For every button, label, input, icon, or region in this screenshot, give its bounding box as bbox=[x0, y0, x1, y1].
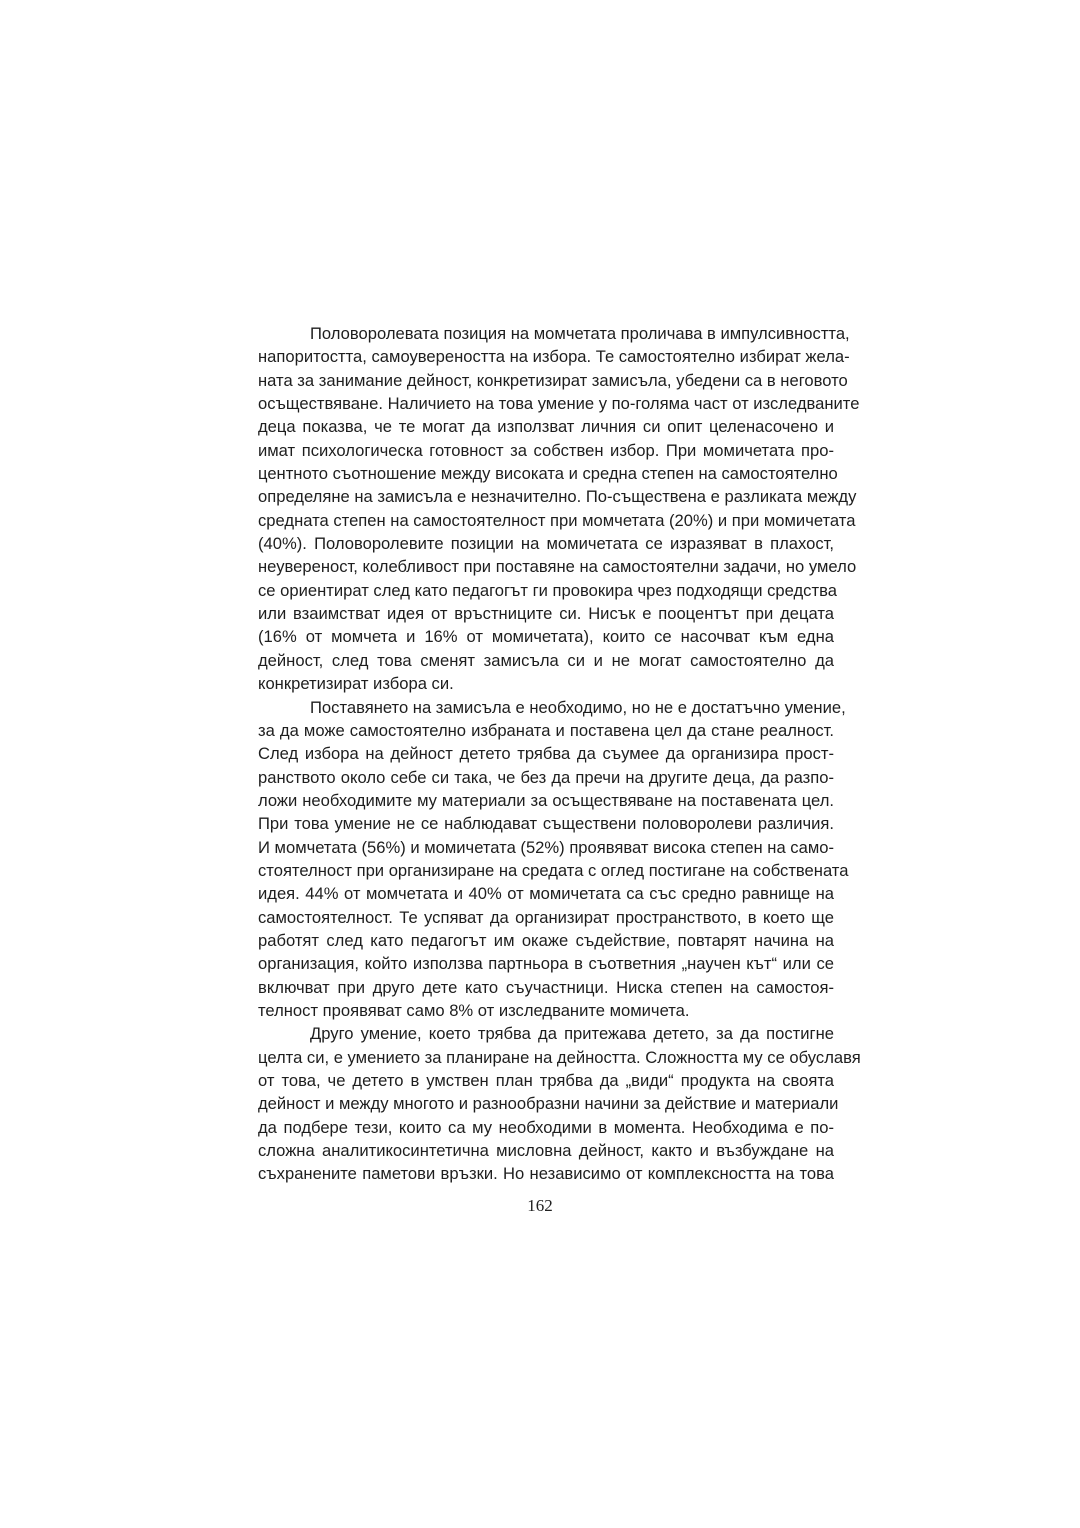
body-text bbox=[258, 322, 861, 1186]
text-line: деца показва, че те могат да използват личния си опит целенасочено и bbox=[258, 417, 834, 437]
paragraph-1 bbox=[258, 322, 860, 696]
text-line: имат психологическа готовност за собствен избор. При момичетата про- bbox=[258, 440, 834, 460]
text-line: ложи необходимите му материали за осъществяване на поставената цел. bbox=[258, 790, 834, 810]
text-line: ната за занимание дейност, конкретизират замисъла, убедени са в неговото bbox=[258, 370, 848, 390]
text-line: се ориентират след като педагогът ги провокира чрез подходящи средства bbox=[258, 580, 837, 600]
text-line: конкретизират избора си. bbox=[258, 674, 454, 694]
text-line: телност проявяват само 8% от изследваните момичета. bbox=[258, 1000, 690, 1020]
text-line: работят след като педагогът им окаже съдействие, повтарят начина на bbox=[258, 930, 834, 950]
text-line: Поставянето на замисъла е необходимо, но не е достатъчно умение, bbox=[310, 697, 846, 717]
text-line: След избора на дейност детето трябва да съумее да организира прост- bbox=[258, 744, 834, 764]
text-line: средната степен на самостоятелност при момчетата (20%) и при момичетата bbox=[258, 510, 856, 530]
text-line: (16% от момчета и 16% от момичетата), които се насочват към една bbox=[258, 627, 834, 647]
text-line: Друго умение, което трябва да притежава детето, за да постигне bbox=[310, 1024, 834, 1044]
text-line: дейност и между многото и разнообразни начини за действие и материали bbox=[258, 1094, 839, 1114]
text-line: напоритостта, самоувереността на избора. Те самостоятелно избират жела- bbox=[258, 347, 850, 367]
text-line: стоятелност при организиране на средата с оглед постигане на собствената bbox=[258, 860, 849, 880]
text-line: ранството около себе си така, че без да пречи на другите деца, да разпо- bbox=[258, 767, 834, 787]
paragraph-2 bbox=[258, 696, 849, 1023]
text-line: включват при друго дете като съучастници. Ниска степен на самостоя- bbox=[258, 977, 834, 997]
text-line: сложна аналитикосинтетична мисловна дейност, както и възбуждане на bbox=[258, 1141, 834, 1161]
text-line: При това умение не се наблюдават съществени половоролеви различия. bbox=[258, 814, 834, 834]
text-line: съхранените паметови връзки. Но независимо от комплексността на това bbox=[258, 1164, 834, 1184]
text-line: центното съотношение между високата и средна степен на самостоятелно bbox=[258, 464, 838, 484]
text-line: самостоятелност. Те успяват да организират пространството, в което ще bbox=[258, 907, 834, 927]
text-line: от това, че детето в умствен план трябва да „види“ продукта на своята bbox=[258, 1071, 834, 1090]
text-line: определяне на замисъла е незначително. По-съществена е разликата между bbox=[258, 487, 857, 507]
text-line: дейност, след това сменят замисъла си и не могат самостоятелно да bbox=[258, 650, 834, 670]
text-line: да подбере тези, които са му необходими в момента. Необходима е по- bbox=[258, 1117, 834, 1137]
text-line: идея. 44% от момчетата и 40% от момичетата са със средно равнище на bbox=[258, 884, 834, 904]
text-line: И момчетата (56%) и момичетата (52%) проявяват висока степен на само- bbox=[258, 837, 834, 857]
text-line: или взаимстват идея от връстниците си. Нисък е пооцентът при децата bbox=[258, 604, 834, 624]
text-line: осъществяване. Наличието на това умение у по-голяма част от изследваните bbox=[258, 394, 860, 414]
text-line: организация, който използва партньора в съответния „научен кът“ или се bbox=[258, 954, 834, 974]
text-line: целта си, е умението за планиране на дейността. Сложността му се обуславя bbox=[258, 1047, 861, 1067]
text-line: неувереност, колебливост при поставяне на самостоятелни задачи, но умело bbox=[258, 557, 857, 577]
text-line: Половоролевата позиция на момчетата проличава в импулсивността, bbox=[310, 324, 850, 343]
page-number: 162 bbox=[527, 1196, 553, 1215]
text-line: (40%). Половоролевите позиции на момичетата се изразяват в плахост, bbox=[258, 534, 834, 554]
text-line: за да може самостоятелно избраната и поставена цел да стане реалност. bbox=[258, 720, 834, 740]
paragraph-3 bbox=[258, 1022, 861, 1185]
